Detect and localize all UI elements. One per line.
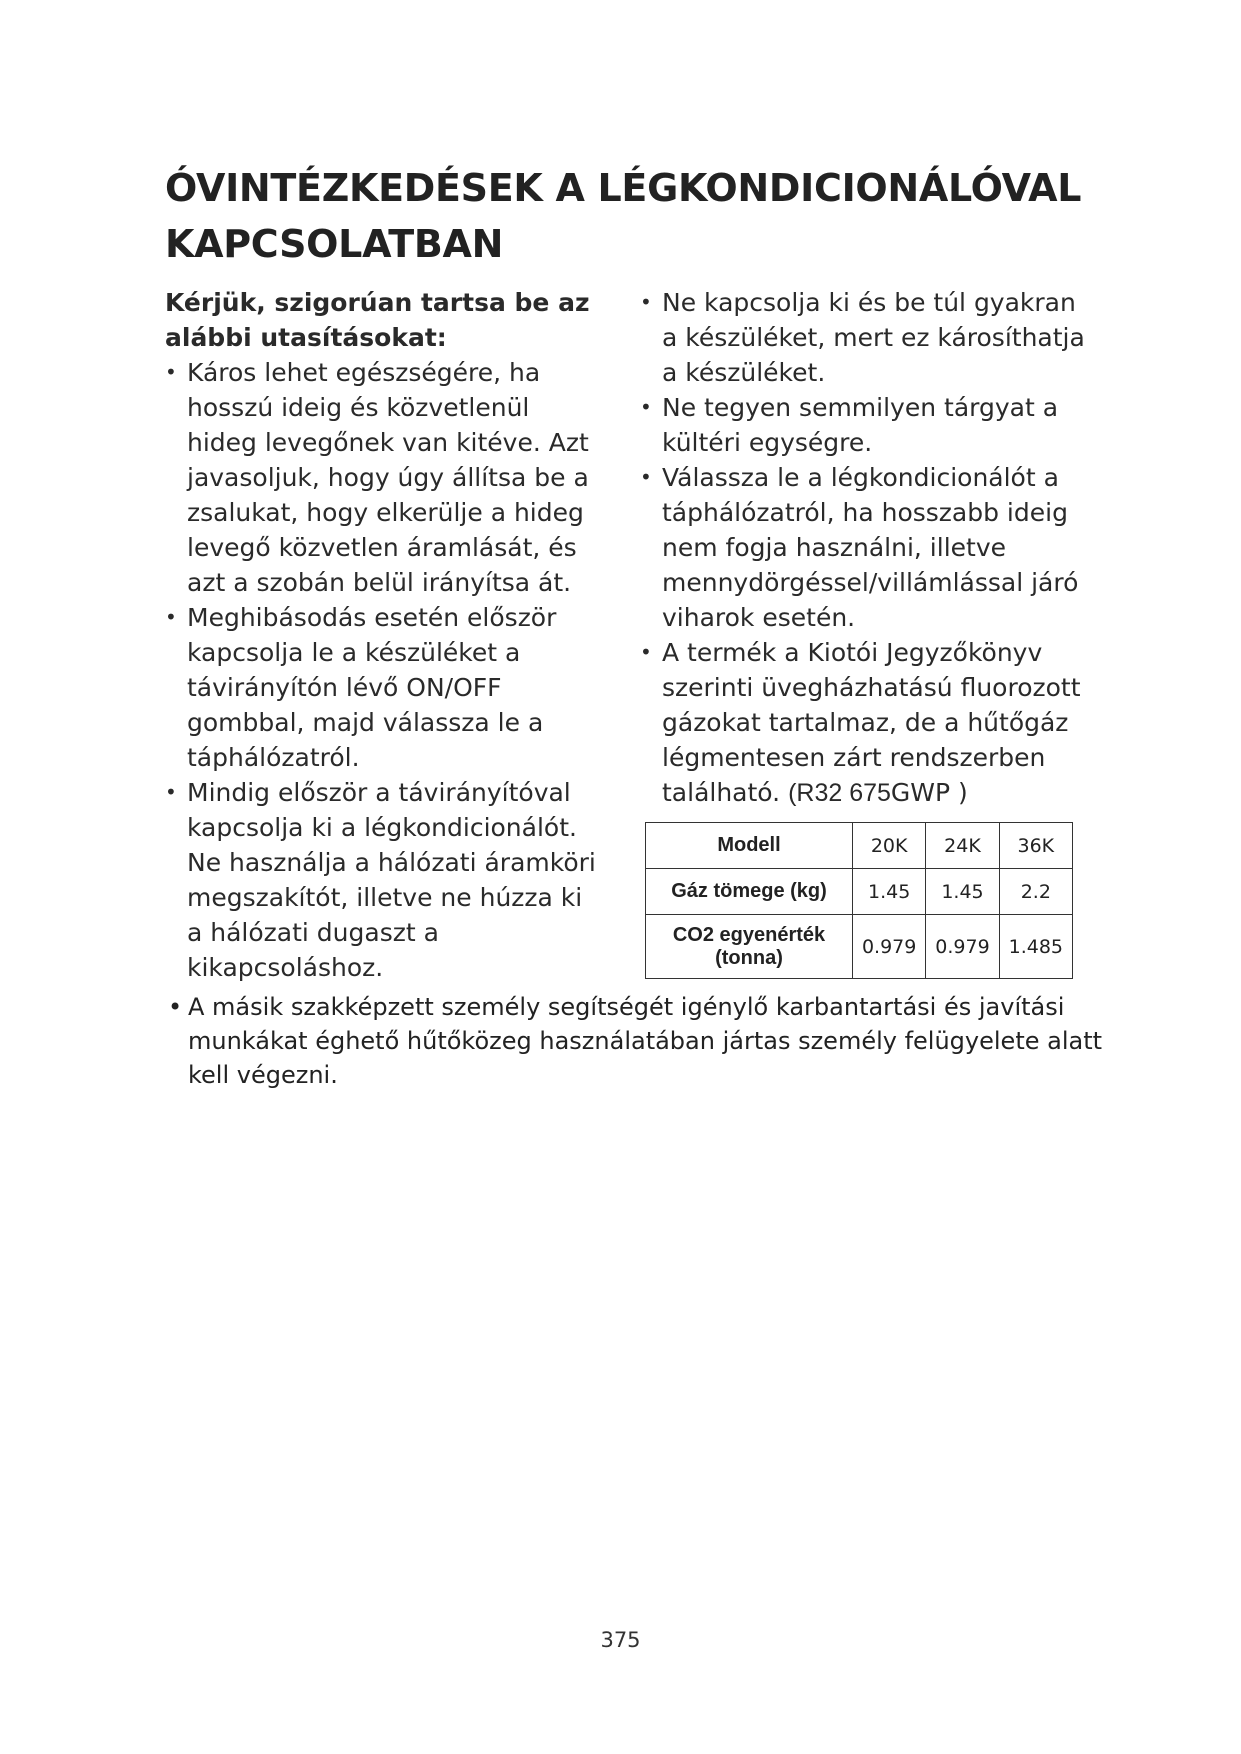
- refrigerant-table: [645, 822, 1073, 979]
- table-cell: 2.2: [999, 869, 1072, 915]
- table-row: [646, 869, 1073, 915]
- list-item: • Meghibásodás esetén először kapcsolja le a készüléket a távirányítón lévő ON/OFF gombbal, majd válassza le a táphálózatról.: [165, 600, 605, 775]
- table-header-row: [646, 823, 1073, 869]
- table-row-label: CO2 egyenérték (tonna): [646, 915, 853, 979]
- table-cell: 1.45: [853, 869, 926, 915]
- right-bullet-list: [640, 285, 1090, 811]
- list-item: • Ne kapcsolja ki és be túl gyakran a készüléket, mert ez károsíthatja a készüléket.: [640, 285, 1090, 390]
- table-cell: 1.45: [926, 869, 999, 915]
- left-bullet-list: [165, 355, 605, 985]
- left-column: [165, 285, 605, 985]
- refrigerant-code: (R32 675: [788, 779, 891, 807]
- table-header-cell: 20K: [853, 823, 926, 869]
- list-item: • Válassza le a légkondicionálót a táphálózatról, ha hosszabb ideig nem fogja használni, illetve mennydörgéssel/villámlással járó viharok esetén.: [640, 460, 1090, 635]
- table-cell: 0.979: [853, 915, 926, 979]
- refrigerant-suffix: GWP ): [890, 778, 968, 807]
- maintenance-note: • A másik szakképzett személy segítségét igénylő karbantartási és javítási munkákat éghető hűtőközeg használatában jártas személy felügyelete alatt kell végezni.: [168, 990, 1128, 1092]
- page-title: ÓVINTÉZKEDÉSEK A LÉGKONDICIONÁLÓVAL KAPCSOLATBAN: [165, 166, 1082, 266]
- table-header-cell: 36K: [999, 823, 1072, 869]
- table-cell: 1.485: [999, 915, 1072, 979]
- instructions-intro: Kérjük, szigorúan tartsa be az alábbi utasításokat:: [165, 288, 590, 352]
- page-number: 375: [600, 1628, 641, 1652]
- list-item-refrigerant: [640, 635, 1090, 811]
- table-row: [646, 915, 1073, 979]
- list-item: • Mindig először a távirányítóval kapcsolja ki a légkondicionálót. Ne használja a hálózati áramköri megszakítót, illetve ne húzza ki a hálózati dugaszt a kikapcsoláshoz.: [165, 775, 605, 985]
- table-row-label: Gáz tömege (kg): [646, 869, 853, 915]
- table-header-cell: 24K: [926, 823, 999, 869]
- table-header-label: Modell: [646, 823, 853, 869]
- list-item: • Ne tegyen semmilyen tárgyat a kültéri egységre.: [640, 390, 1090, 460]
- table-cell: 0.979: [926, 915, 999, 979]
- refrigerant-text: A termék a Kiotói Jegyzőkönyv szerinti üvegházhatású fluorozott gázokat tartalmaz, de a hűtőgáz légmentesen zárt rendszerben található.: [662, 638, 1081, 807]
- list-item: • Káros lehet egészségére, ha hosszú ideig és közvetlenül hideg levegőnek van kitéve. Azt javasoljuk, hogy úgy állítsa be a zsalukat, hogy elkerülje a hideg levegő közvetlen áramlását, és azt a szobán belül irányítsa át.: [165, 355, 605, 600]
- right-column: [640, 285, 1090, 811]
